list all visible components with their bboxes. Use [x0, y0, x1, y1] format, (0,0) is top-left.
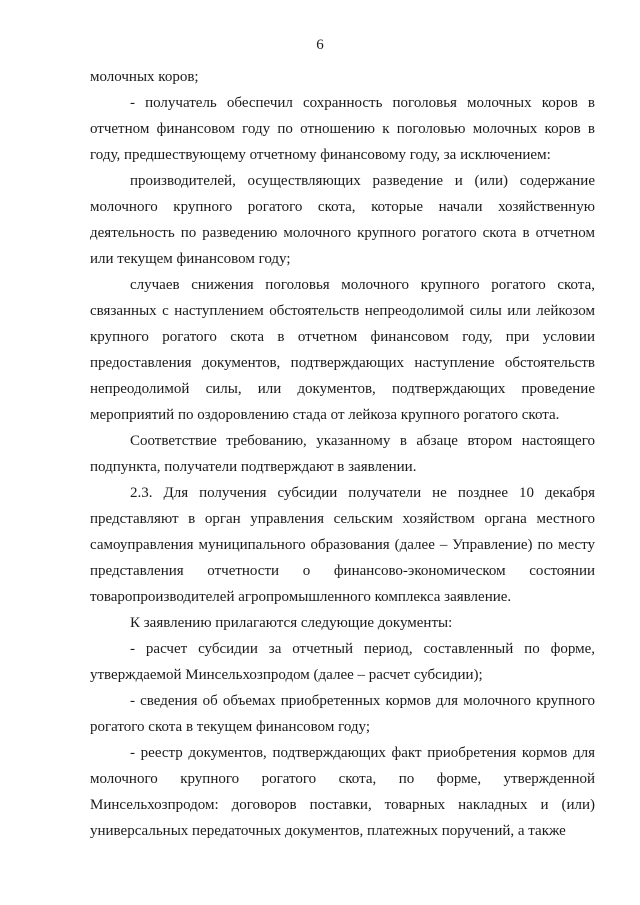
paragraph-attachments-intro: К заявлению прилагаются следующие документы: — [130, 615, 453, 631]
paragraph-attachment-documents-register: - реестр документов, подтверждающих факт приобретения кормов для молочного крупного рогатого скота, по форме, утвержденной Минсельхозпродом: договоров поставки, товарных накладных и (или) универсальных передаточных документов, платежных поручений, а также — [90, 745, 595, 839]
paragraph-condition-herd-preservation: - получатель обеспечил сохранность поголовья молочных коров в отчетном финансовом году по отношению к поголовью молочных коров в году, предшествующему отчетному финансовому году, за исключением: — [90, 95, 595, 163]
paragraph-section-2-3: 2.3. Для получения субсидии получатели не позднее 10 декабря представляют в орган управления сельским хозяйством органа местного самоуправления муниципального образования (далее – Управление) по месту представления отчетности о финансово-экономическом состоянии товаропроизводителей агропромышленного комплекса заявление. — [90, 485, 595, 605]
paragraph-exception-new-producers: производителей, осуществляющих разведение и (или) содержание молочного крупного рогатого скота, которые начали хозяйственную деятельность по разведению молочного крупного рогатого скота в отчетном или текущем финансовом году; — [90, 173, 595, 267]
document-body — [90, 64, 595, 844]
paragraph-attachment-subsidy-calculation: - расчет субсидии за отчетный период, составленный по форме, утверждаемой Минсельхозпродом (далее – расчет субсидии); — [90, 641, 595, 683]
paragraph-continuation: молочных коров; — [90, 69, 199, 85]
paragraph-compliance-confirmation: Соответствие требованию, указанному в абзаце втором настоящего подпункта, получатели подтверждают в заявлении. — [90, 433, 595, 475]
page-number: 6 — [316, 37, 324, 53]
paragraph-exception-force-majeure: случаев снижения поголовья молочного крупного рогатого скота, связанных с наступлением обстоятельств непреодолимой силы или лейкозом крупного рогатого скота в отчетном финансовом году, при условии предоставления документов, подтверждающих наступление обстоятельств непреодолимой силы, или документов, подтверждающих проведение мероприятий по оздоровлению стада от лейкоза крупного рогатого скота. — [90, 277, 595, 423]
paragraph-attachment-feed-volumes: - сведения об объемах приобретенных кормов для молочного крупного рогатого скота в текущем финансовом году; — [90, 693, 595, 735]
